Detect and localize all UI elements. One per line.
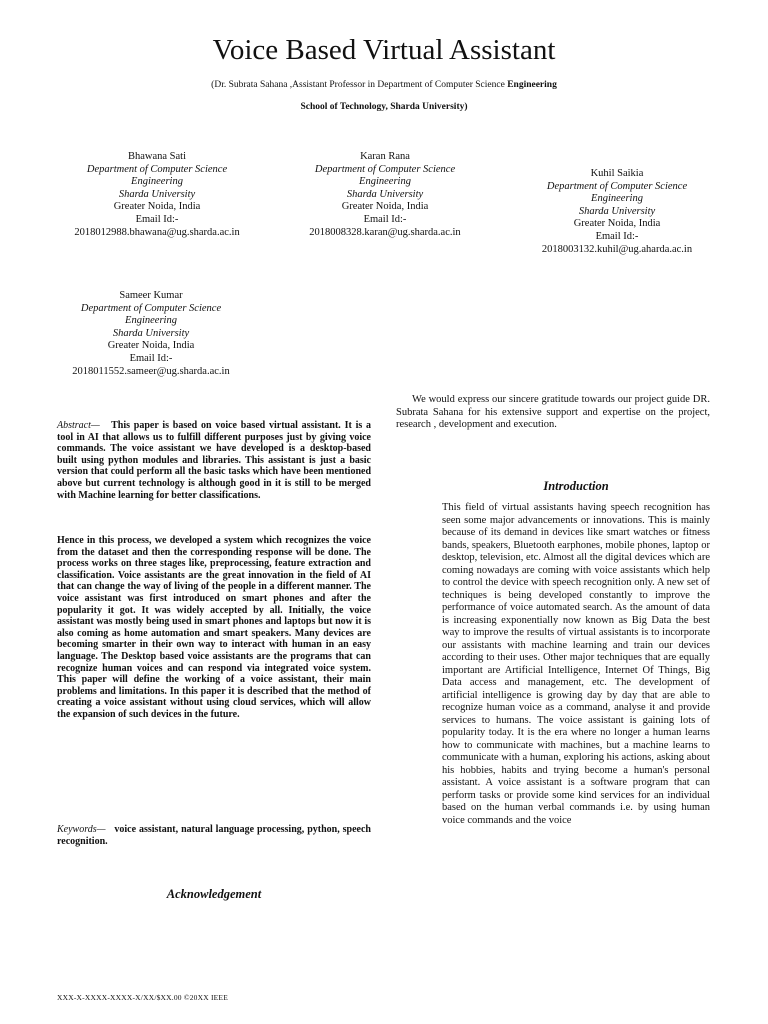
author-name: Karan Rana [360,151,410,162]
author-name: Sameer Kumar [119,290,183,301]
author-name: Bhawana Sati [127,151,187,162]
author-block-3 [512,168,722,256]
author-dept: Department of Computer Science [314,163,456,175]
author-email: 2018003132.kuhil@ug.aharda.ac.in [541,243,693,255]
affiliation-line-1-bold: Engineering [507,80,557,90]
keywords-lead: Keywords— [57,824,106,835]
author-dept: Department of Computer Science [546,180,688,192]
author-email-label: Email Id:- [135,213,179,225]
author-city: Greater Noida, India [341,201,429,213]
abstract-lead: Abstract— [57,420,100,431]
author-city: Greater Noida, India [573,218,661,230]
author-dept: Engineering [131,176,183,188]
acknowledgement-text [396,394,710,432]
abstract-paragraph-2: Hence in this process, we developed a system which recognizes the voice from the dataset and then the corresponding response will be done. The process works on three stages like, preprocessing, feature extraction and classification. Voice assistants are the great innovation in the field of AI that can change the way of living of the people in a different manner. The voice assistant was first introduced on smart phones and after the popularity it got. It was widely accepted by all. Initially, the voice assistant was mostly being used in smart phones and laptops but now it is also coming as home automation and smart speakers. Many devices are becoming smarter in their own way to interact with human in an easy language. The Desktop based voice assistants are the programs that can recognize human voices and can respond via integrated voice system. This paper will define the working of a voice assistant, their main problems and limitations. In this paper it is described that the method of creating a voice assistant without using cloud services, which will allow the expansion of such devices in the future. [57,535,371,720]
author-university: Sharda University [112,327,190,339]
keywords [57,824,371,847]
acknowledgement-heading: Acknowledgement [166,887,262,901]
author-dept: Engineering [359,176,411,188]
author-email-label: Email Id:- [363,213,407,225]
author-dept: Engineering [591,193,643,205]
author-name: Kuhil Saikia [590,168,644,179]
introduction-text: This field of virtual assistants having speech recognition has seen some major advancements or innovations. This is mainly because of its demand in devices like smart watches or fitness bands, speakers, Bluetooth earphones, mobile phones, laptop or desktop, television, etc. Almost all the digital devices which are coming nowadays are coming with voice assistants which help to control the device with speech recognition only. A new set of techniques is being developed constantly to improve the performance of voice automated search. As the amount of data is increasing exponentially now known as Big Data the best way to improve the results of virtual assistants is to incorporate our assistants with machine learning and train our devices according to their uses. Other major techniques that are equally important are Artificial Intelligence, Internet Of Things, Big Data access and management, etc. The development of artificial intelligence is growing day by day that are able to recognize human voice as a command, analyse it and provide services to humans. The voice assistant is gaining lots of popularity today. It is the era where no longer a human learns how to communicate with machines, but a machine learns to communicate with a human, exploring his actions, asking about his hobbies, habits and trying become a human's personal assistant. A voice assistant is a software program that can perform tasks or provide some kind services for an individual based on the human verbal commands i.e. by using human voice commands and the voice [442,502,710,826]
author-dept: Department of Computer Science [80,302,222,314]
author-dept: Engineering [125,315,177,327]
author-university: Sharda University [118,188,196,200]
author-email-label: Email Id:- [595,230,639,242]
author-city: Greater Noida, India [113,201,201,213]
author-dept: Department of Computer Science [86,163,228,175]
author-email-label: Email Id:- [129,352,173,364]
author-email: 2018008328.karan@ug.sharda.ac.in [309,226,461,238]
affiliation-line-2: School of Technology, Sharda University) [300,102,468,112]
author-university: Sharda University [346,188,424,200]
author-block-1 [52,151,262,239]
author-email: 2018011552.sameer@ug.sharda.ac.in [72,365,230,377]
introduction-heading: Introduction [543,479,609,493]
author-block-2 [280,151,490,239]
affiliation-line-1-prefix: (Dr. Subrata Sahana ,Assistant Professor in Department of Computer Science [211,80,508,90]
author-email: 2018012988.bhawana@ug.sharda.ac.in [74,226,240,238]
abstract-text: This paper is based on voice based virtual assistant. It is a tool in AI that allows us to fulfill different purposes just by giving voice commands. The voice assistant we have developed is a desktop-based built using python modules and libraries. This assistant is just a basic version that could perform all the basic tasks which have been mentioned above but current technology is although good in it is still to be merged with Machine learning for better classifications. [57,420,372,501]
acknowledgement-body: We would express our sincere gratitude towards our project guide DR. Subrata Sahana for his extensive support and expertise on the project, research , development and execution. [396,394,710,430]
author-university: Sharda University [578,205,656,217]
keywords-text: voice assistant, natural language processing, python, speech recognition. [57,824,371,847]
copyright-footer: XXX-X-XXXX-XXXX-X/XX/$XX.00 ©20XX IEEE [57,993,228,1002]
abstract-paragraph-1 [57,420,371,501]
page-title: Voice Based Virtual Assistant [212,34,556,66]
author-block-4 [46,290,256,378]
author-city: Greater Noida, India [107,340,195,352]
affiliation-line-1 [60,79,708,91]
